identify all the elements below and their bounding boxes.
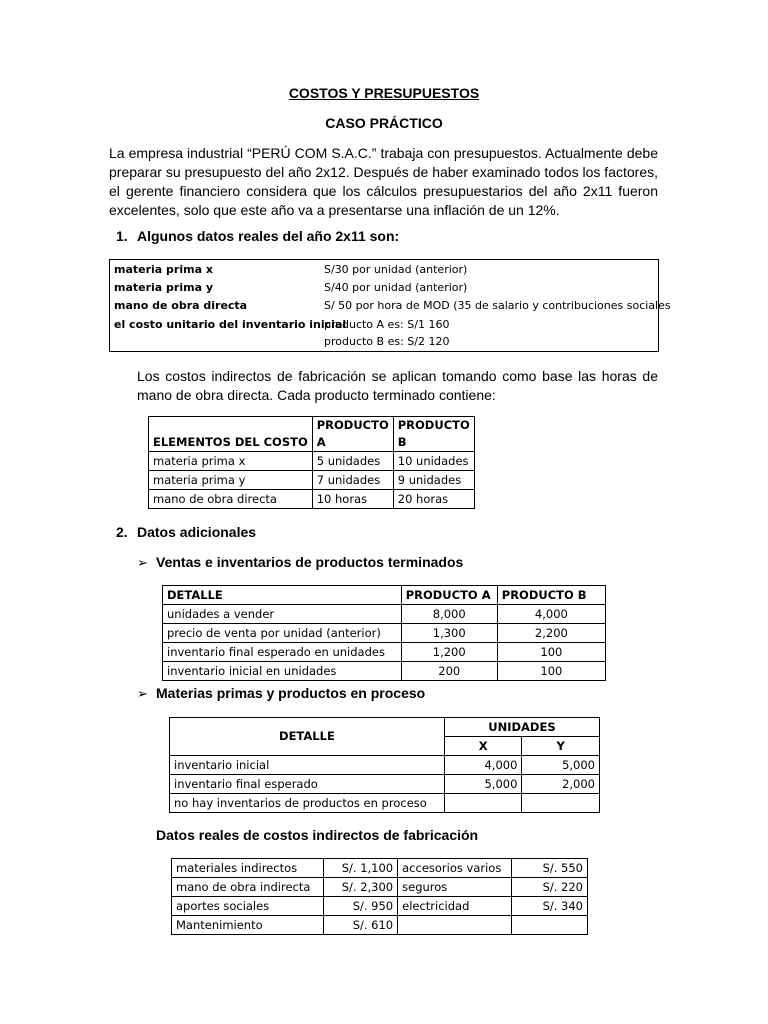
materias-table: [169, 717, 600, 813]
table-cell: 100: [497, 643, 605, 662]
table-cell: 20 horas: [393, 490, 474, 509]
table-cell: 4,000: [497, 605, 605, 624]
real-data-label: materia prima x: [114, 263, 213, 276]
table-cell: S/. 2,300: [324, 878, 398, 897]
section2-number: 2.: [116, 524, 128, 540]
table-row: [172, 916, 588, 935]
table-row: [149, 452, 475, 471]
arrow-bullet-icon: ➢: [137, 555, 148, 570]
table-cell: 10 unidades: [393, 452, 474, 471]
real-data-value: producto B es: S/2 120: [324, 335, 450, 348]
table-cell: 1,200: [401, 643, 497, 662]
table-cell: no hay inventarios de productos en proceso: [170, 794, 445, 813]
real-data-label: mano de obra directa: [114, 299, 248, 312]
table-cell: materia prima x: [149, 452, 313, 471]
table-cell: 5,000: [522, 756, 600, 775]
table-row: [172, 859, 588, 878]
subsection-materias-heading: Materias primas y productos en proceso: [156, 685, 426, 701]
real-data-value: S/40 por unidad (anterior): [324, 281, 468, 294]
document-title: COSTOS Y PRESUPUESTOS: [288, 85, 480, 101]
section1-number: 1.: [116, 228, 128, 244]
table-cell: 200: [401, 662, 497, 681]
table-cell: materiales indirectos: [172, 859, 324, 878]
table-row: [170, 775, 600, 794]
table-cell: 100: [497, 662, 605, 681]
subsection-ventas-heading: Ventas e inventarios de productos terminados: [156, 554, 464, 570]
table-header-cell: X: [444, 737, 522, 756]
table-cell: 2,000: [522, 775, 600, 794]
table-cell: 5,000: [444, 775, 522, 794]
table-cell: S/. 1,100: [324, 859, 398, 878]
table-header-cell: PRODUCTO B: [393, 417, 474, 452]
cif-table: [171, 858, 588, 935]
table-header-row: [170, 718, 600, 737]
table-header-cell: PRODUCTO A: [401, 586, 497, 605]
real-data-label: materia prima y: [114, 281, 214, 294]
table-header-cell: ELEMENTOS DEL COSTO: [149, 417, 313, 452]
table-header-cell: DETALLE: [170, 718, 445, 756]
table-header-row: [149, 417, 475, 452]
table-cell: mano de obra indirecta: [172, 878, 324, 897]
table-cell: accesorios varios: [398, 859, 512, 878]
table-cell: precio de venta por unidad (anterior): [163, 624, 402, 643]
table-header-row: [163, 586, 606, 605]
table-row: [149, 471, 475, 490]
table-cell: electricidad: [398, 897, 512, 916]
table-cell: 7 unidades: [312, 471, 393, 490]
table-cell: S/. 550: [512, 859, 588, 878]
table-cell: 5 unidades: [312, 452, 393, 471]
table-row: [163, 662, 606, 681]
real-data-table: [109, 259, 671, 352]
table-header-cell: UNIDADES: [444, 718, 599, 737]
table-cell: inventario final esperado: [170, 775, 445, 794]
table-row: [172, 878, 588, 897]
table-cell: aportes sociales: [172, 897, 324, 916]
table-row: [163, 605, 606, 624]
table-cell: S/. 610: [324, 916, 398, 935]
cif-paragraph: Los costos indirectos de fabricación se aplican tomando como base las horas de mano de obra directa. Cada producto terminado contiene:: [137, 368, 658, 403]
document-subtitle: CASO PRÁCTICO: [325, 115, 443, 131]
table-cell: S/. 950: [324, 897, 398, 916]
table-cell: 1,300: [401, 624, 497, 643]
table-row: [170, 794, 600, 813]
ventas-table: [162, 585, 606, 681]
table-header-cell: Y: [522, 737, 600, 756]
arrow-bullet-icon: ➢: [137, 686, 148, 701]
table-cell: 9 unidades: [393, 471, 474, 490]
table-cell: inventario final esperado en unidades: [163, 643, 402, 662]
table-header-cell: DETALLE: [163, 586, 402, 605]
table-cell: [512, 916, 588, 935]
table-row: [163, 624, 606, 643]
table-cell: seguros: [398, 878, 512, 897]
real-data-value: S/30 por unidad (anterior): [324, 263, 468, 276]
table-cell: [522, 794, 600, 813]
cost-elements-table: [148, 416, 475, 509]
table-cell: 4,000: [444, 756, 522, 775]
table-row: [172, 897, 588, 916]
real-data-label: el costo unitario del inventario inicial: [114, 318, 347, 331]
real-data-value: producto A es: S/1 160: [324, 318, 450, 331]
table-cell: [444, 794, 522, 813]
table-header-cell: PRODUCTO B: [497, 586, 605, 605]
table-cell: mano de obra directa: [149, 490, 313, 509]
intro-paragraph: La empresa industrial “PERÚ COM S.A.C.” trabaja con presupuestos. Actualmente debe preparar su presupuesto del año 2x12. Después de haber examinado todos los factores, el gerente financiero considera que los cálculos presupuestarios del año 2x11 fueron excelentes, solo que este año va a presentarse una inflación de un 12%.: [109, 145, 658, 218]
section2-heading: Datos adicionales: [137, 524, 257, 540]
table-row: [170, 756, 600, 775]
table-cell: unidades a vender: [163, 605, 402, 624]
table-cell: 10 horas: [312, 490, 393, 509]
subsection-cif-heading: Datos reales de costos indirectos de fabricación: [156, 827, 479, 843]
table-cell: materia prima y: [149, 471, 313, 490]
section1-heading: Algunos datos reales del año 2x11 son:: [137, 228, 400, 244]
table-cell: [398, 916, 512, 935]
table-cell: inventario inicial: [170, 756, 445, 775]
table-cell: 8,000: [401, 605, 497, 624]
table-row: [149, 490, 475, 509]
table-row: [163, 643, 606, 662]
table-cell: inventario inicial en unidades: [163, 662, 402, 681]
table-cell: S/. 220: [512, 878, 588, 897]
real-data-value: S/ 50 por hora de MOD (35 de salario y contribuciones sociales: [324, 299, 671, 312]
table-cell: S/. 340: [512, 897, 588, 916]
table-cell: Mantenimiento: [172, 916, 324, 935]
table-cell: 2,200: [497, 624, 605, 643]
table-header-cell: PRODUCTO A: [312, 417, 393, 452]
